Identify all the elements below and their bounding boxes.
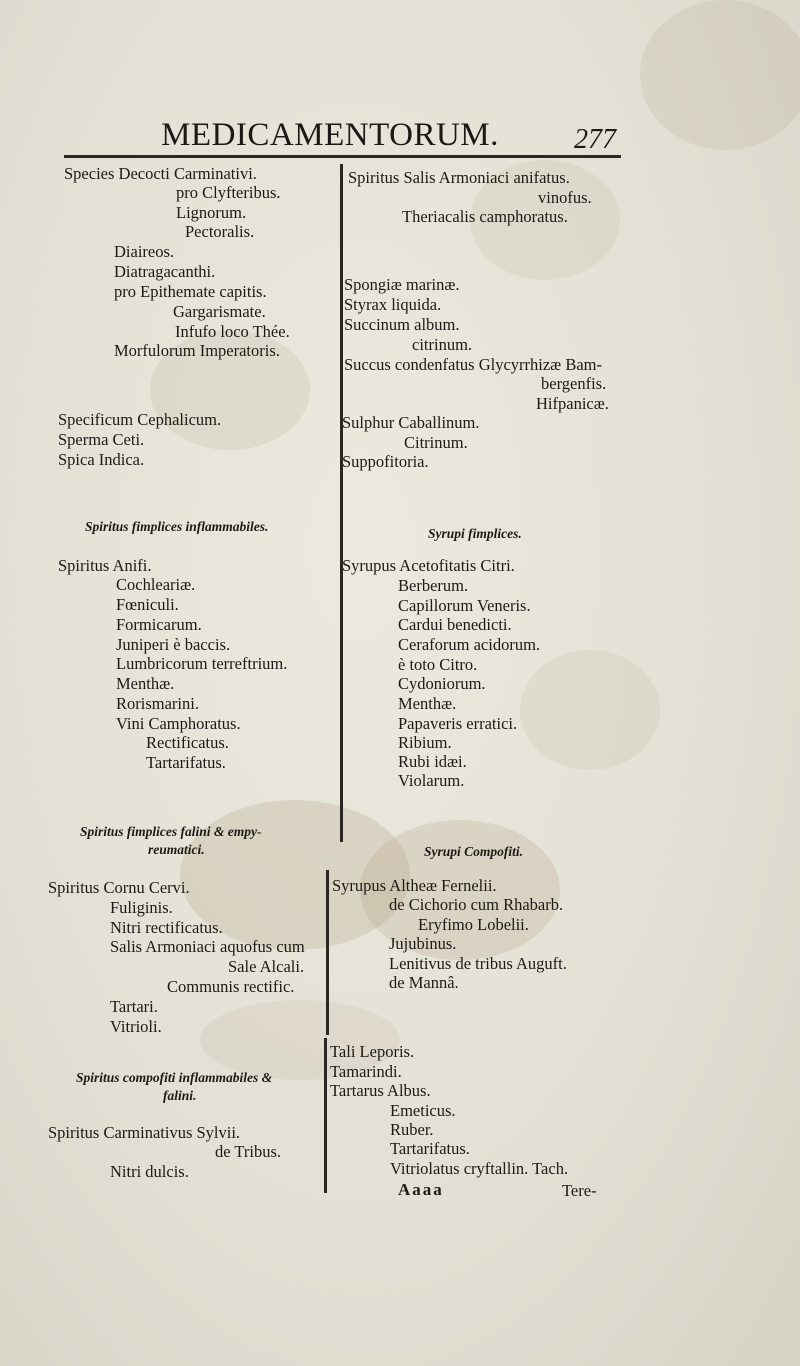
entry-text: Spongiæ marinæ. bbox=[344, 275, 460, 294]
entry-text: Spiritus Salis Armoniaci anifatus. bbox=[348, 168, 570, 187]
header-rule bbox=[64, 155, 621, 158]
entry-text: Hifpanicæ. bbox=[536, 394, 609, 413]
signature-mark: Aaaa bbox=[398, 1180, 444, 1199]
entry-text: Berberum. bbox=[398, 576, 469, 595]
section-heading: Syrupi Compofiti. bbox=[424, 844, 524, 859]
section-heading: Spiritus fimplices inflammabiles. bbox=[85, 519, 269, 534]
entry-text: Lumbricorum terreftrium. bbox=[116, 654, 288, 673]
entry-text: Tartarifatus. bbox=[146, 753, 226, 772]
catchword: Tere- bbox=[562, 1181, 597, 1200]
entry-text: Menthæ. bbox=[116, 674, 175, 693]
section-heading: Syrupi fimplices. bbox=[428, 526, 522, 541]
entry-text: Succinum album. bbox=[344, 315, 460, 334]
entry-text: Papaveris erratici. bbox=[398, 714, 518, 733]
entry-text: vinofus. bbox=[538, 188, 592, 207]
entry-text: Salis Armoniaci aquofus cum bbox=[110, 937, 305, 956]
entry-text: Spiritus Carminativus Sylvii. bbox=[48, 1123, 241, 1142]
entry-text: Morfulorum Imperatoris. bbox=[114, 341, 280, 360]
entry-text: Sulphur Caballinum. bbox=[342, 413, 480, 432]
entry-text: Lenitivus de tribus Auguft. bbox=[389, 954, 567, 973]
entry-text: Diatragacanthi. bbox=[114, 262, 216, 281]
section-heading: Spiritus compofiti inflammabiles & bbox=[76, 1070, 273, 1085]
entry-text: Tartari. bbox=[110, 997, 158, 1016]
entry-text: Violarum. bbox=[398, 771, 465, 790]
section-heading: falini. bbox=[163, 1088, 197, 1103]
entry-text: bergenfis. bbox=[541, 374, 607, 393]
entry-text: Nitri rectificatus. bbox=[110, 918, 223, 937]
entry-text: Formicarum. bbox=[116, 615, 202, 634]
entry-text: Ribium. bbox=[398, 733, 452, 752]
entry-text: de Mannâ. bbox=[389, 973, 459, 992]
entry-text: Syrupus Altheæ Fernelii. bbox=[332, 876, 497, 895]
entry-text: Specificum Cephalicum. bbox=[58, 410, 222, 429]
entry-text: Suppofitoria. bbox=[342, 452, 429, 471]
entry-text: Nitri dulcis. bbox=[110, 1162, 189, 1181]
section-heading: Spiritus fimplices falini & empy- bbox=[80, 824, 262, 839]
entry-text: Tali Leporis. bbox=[330, 1042, 415, 1061]
column-rule-upper bbox=[340, 164, 343, 842]
entry-text: Emeticus. bbox=[390, 1101, 456, 1120]
entry-text: Capillorum Veneris. bbox=[398, 596, 531, 615]
entry-text: Succus condenfatus Glycyrrhizæ Bam- bbox=[344, 355, 602, 374]
entry-text: Species Decocti Carminativi. bbox=[64, 164, 257, 183]
entry-text: Cardui benedicti. bbox=[398, 615, 512, 634]
entry-text: Eryfimo Lobelii. bbox=[418, 915, 529, 934]
entry-text: Tartarifatus. bbox=[390, 1139, 470, 1158]
entry-text: Jujubinus. bbox=[389, 934, 457, 953]
entry-text: Rorismarini. bbox=[116, 694, 199, 713]
entry-text: Theriacalis camphoratus. bbox=[402, 207, 568, 226]
entry-text: Rectificatus. bbox=[146, 733, 229, 752]
entry-text: de Cichorio cum Rhabarb. bbox=[389, 895, 564, 914]
entry-text: Diaireos. bbox=[114, 242, 175, 261]
column-rule-middle bbox=[326, 870, 329, 1035]
entry-text: Rubi idæi. bbox=[398, 752, 467, 771]
entry-text: Fœniculi. bbox=[116, 595, 179, 614]
entry-text: Menthæ. bbox=[398, 694, 457, 713]
entry-text: citrinum. bbox=[412, 335, 473, 354]
entry-text: Vitriolatus cryftallin. Tach. bbox=[390, 1159, 569, 1178]
entry-text: Lignorum. bbox=[176, 203, 247, 222]
entry-text: Cochleariæ. bbox=[116, 575, 196, 594]
entry-text: è toto Citro. bbox=[398, 655, 478, 674]
entry-text: Vini Camphoratus. bbox=[116, 714, 241, 733]
entry-text: Styrax liquida. bbox=[344, 295, 442, 314]
entry-text: Spiritus Anifi. bbox=[58, 556, 152, 575]
entry-text: pro Clyfteribus. bbox=[176, 183, 281, 202]
entry-text: Syrupus Acetofitatis Citri. bbox=[342, 556, 515, 575]
page-number: 277 bbox=[574, 124, 616, 155]
column-rule-lower bbox=[324, 1038, 327, 1193]
entry-text: Sale Alcali. bbox=[228, 957, 305, 976]
entry-text: Vitrioli. bbox=[110, 1017, 162, 1036]
running-header-title: MEDICAMENTORUM. bbox=[161, 117, 499, 153]
entry-text: de Tribus. bbox=[215, 1142, 282, 1161]
entry-text: Tartarus Albus. bbox=[330, 1081, 431, 1100]
entry-text: Pectoralis. bbox=[185, 222, 255, 241]
entry-text: Communis rectific. bbox=[167, 977, 295, 996]
entry-text: Tamarindi. bbox=[330, 1062, 402, 1081]
entry-text: Infufo loco Thée. bbox=[175, 322, 290, 341]
section-heading: reumatici. bbox=[148, 842, 205, 857]
entry-text: Ceraforum acidorum. bbox=[398, 635, 541, 654]
entry-text: Spiritus Cornu Cervi. bbox=[48, 878, 190, 897]
entry-text: Sperma Ceti. bbox=[58, 430, 145, 449]
entry-text: Juniperi è baccis. bbox=[116, 635, 231, 654]
entry-text: pro Epithemate capitis. bbox=[114, 282, 267, 301]
entry-text: Gargarismate. bbox=[173, 302, 266, 321]
entry-text: Ruber. bbox=[390, 1120, 434, 1139]
entry-text: Fuliginis. bbox=[110, 898, 173, 917]
entry-text: Citrinum. bbox=[404, 433, 468, 452]
entry-text: Cydoniorum. bbox=[398, 674, 486, 693]
entry-text: Spica Indica. bbox=[58, 450, 145, 469]
